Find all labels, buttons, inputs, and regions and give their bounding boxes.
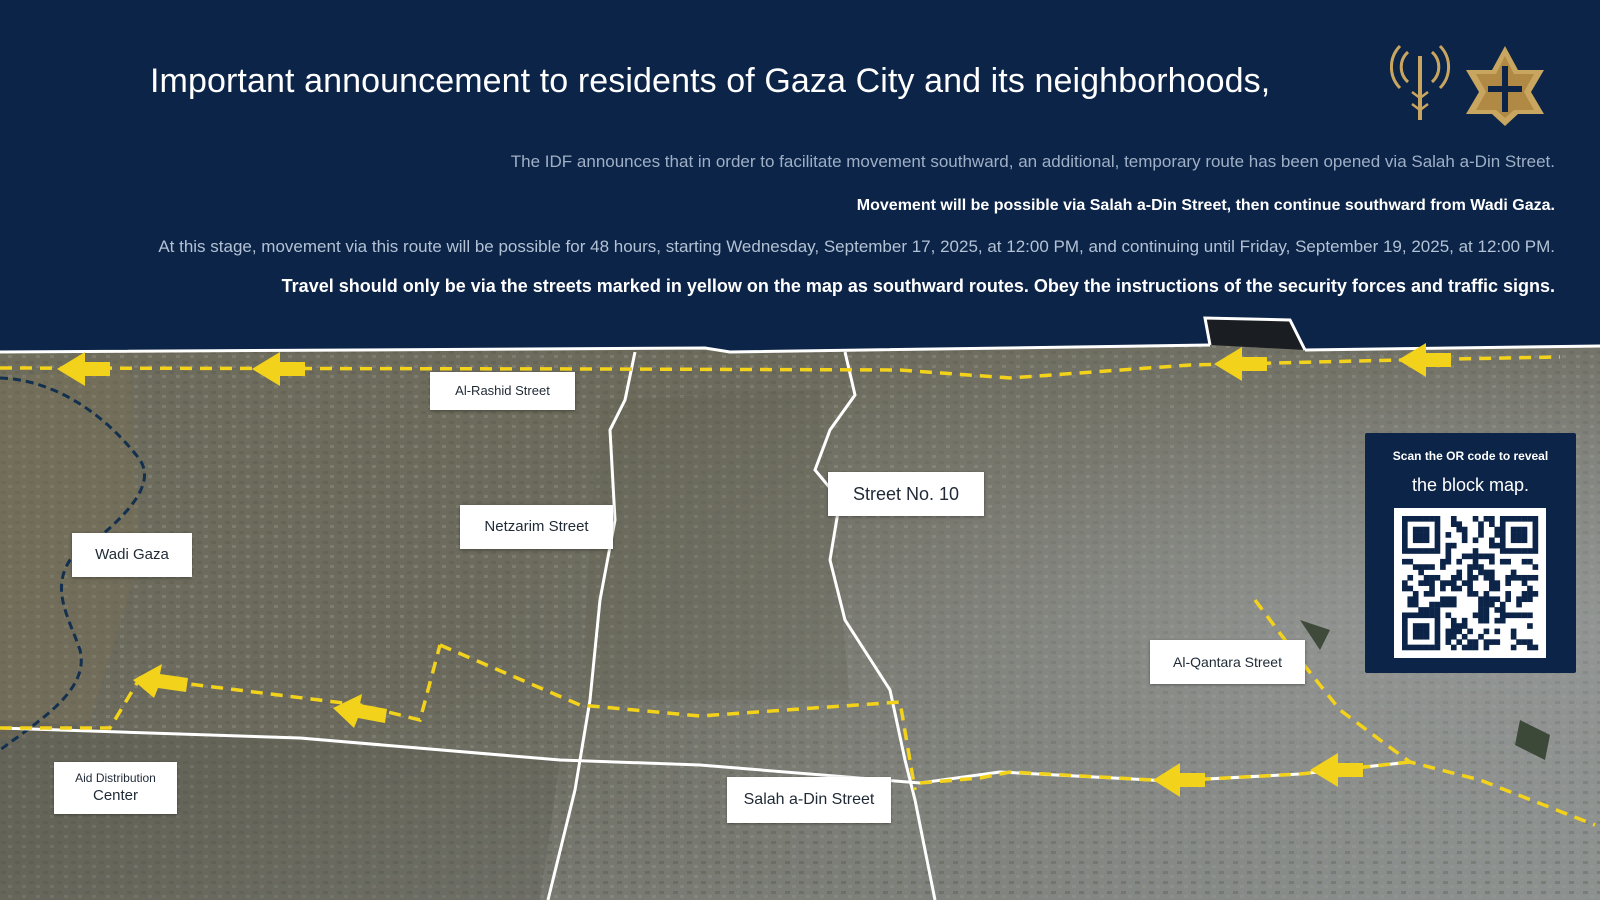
qr-code[interactable] <box>1394 508 1546 658</box>
announcement-line-3: At this stage, movement via this route will be possible for 48 hours, starting Wednesday, September 17, 2025, at 12:00 PM, and continuing until Friday, September 19, 2025, at 12:00 PM. <box>158 237 1555 256</box>
announcement-line-1: The IDF announces that in order to facilitate movement southward, an additional, temporary route has been opened via Salah a-Din Street. <box>510 152 1555 171</box>
label-aid-distribution-center <box>54 762 177 814</box>
announcement-line-4: Travel should only be via the streets marked in yellow on the map as southward routes. Obey the instructions of the security forces and traffic signs. <box>281 276 1555 296</box>
qr-caption-line-2: the block map. <box>1411 475 1530 495</box>
page-title: Important announcement to residents of Gaza City and its neighborhoods, <box>150 62 1271 100</box>
label-wadi-gaza: Wadi Gaza <box>72 533 192 577</box>
label-al-qantara-street: Al-Qantara Street <box>1150 640 1305 684</box>
qr-code-icon <box>1394 508 1546 658</box>
qr-caption-line-1: Scan the OR code to reveal <box>1392 449 1549 463</box>
label-street-no-10: Street No. 10 <box>828 472 984 516</box>
logo-group <box>1390 42 1550 126</box>
label-al-rashid-street: Al-Rashid Street <box>430 372 575 410</box>
label-salah-a-din-street: Salah a-Din Street <box>727 777 891 823</box>
label-netzarim-street: Netzarim Street <box>460 505 613 549</box>
aid-label-line-2: Center <box>92 787 139 804</box>
idf-signal-corps-emblem <box>1391 46 1448 120</box>
aid-label-line-1: Aid Distribution <box>75 771 156 785</box>
idf-star-emblem <box>1466 46 1544 126</box>
announcement-line-2: Movement will be possible via Salah a-Din Street, then continue southward from Wadi Gaza. <box>856 197 1555 214</box>
qr-panel <box>1365 433 1576 673</box>
banner-shape <box>0 0 1600 352</box>
